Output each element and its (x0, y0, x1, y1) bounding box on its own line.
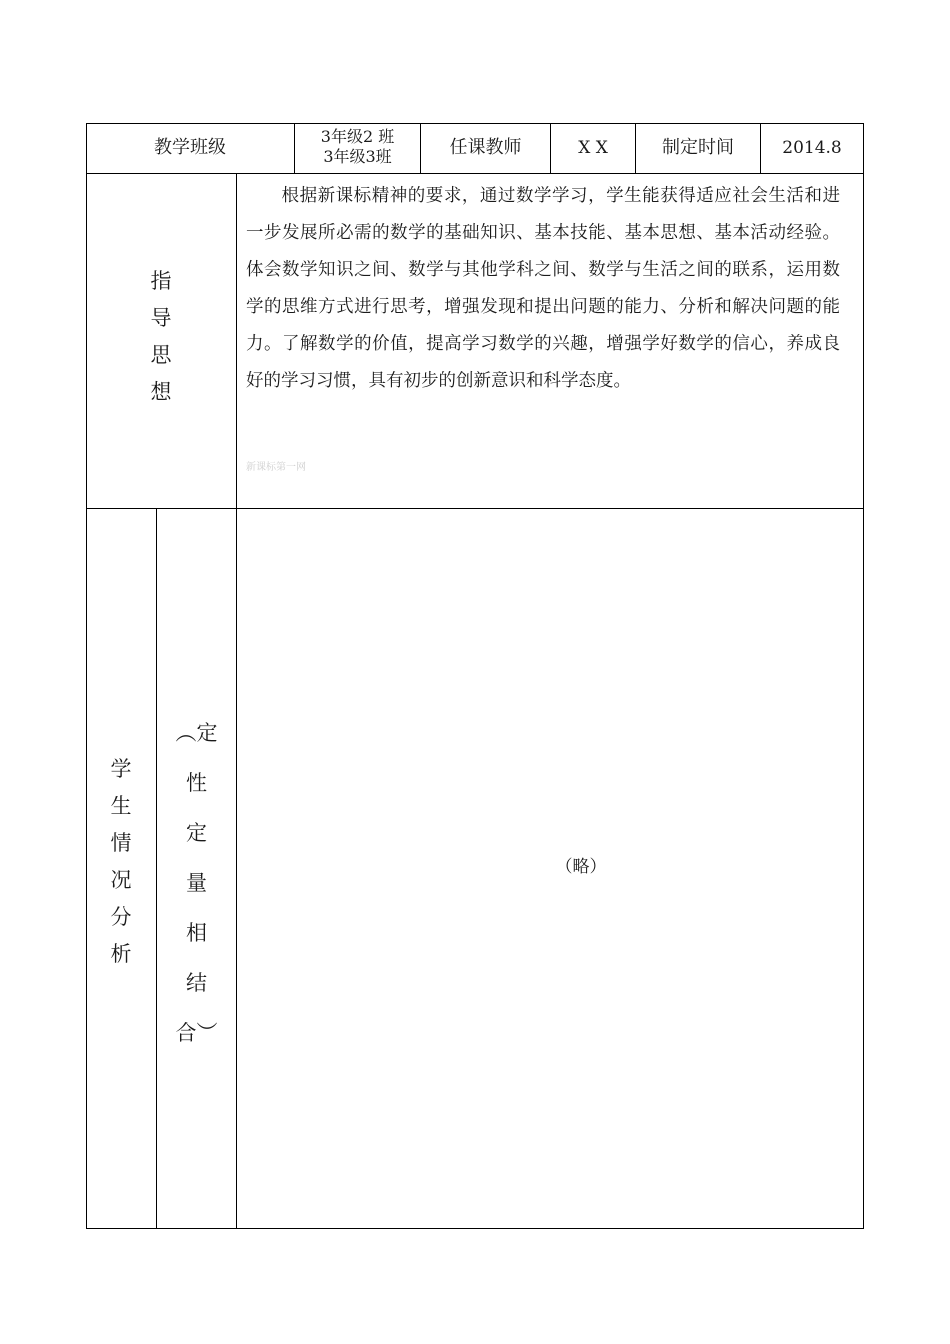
date-value: 2014.8 (782, 138, 842, 158)
plan-table (86, 123, 864, 1229)
class-label: 教学班级 (154, 137, 226, 158)
method-label-char: 性 (186, 771, 207, 795)
class-item: 3年级2 班 (320, 127, 395, 146)
guiding-text-block (246, 178, 840, 400)
guiding-text: 根据新课标精神的要求，通过数学学习，学生能获得适应社会生活和进一步发展所必需的数学的基础知识、基本技能、基本思想、基本活动经验。体会数学知识之间、数学与其他学科之间、数学与生活之间的联系，运用数学的思维方式进行思考，增强发现和提出问题的能力、分析和解决问题的能力。了解数学的价值，提高学习数学的兴趣，增强学好数学的信心，养成良好的学习习惯，具有初步的创新意识和科学态度。 (246, 186, 840, 391)
guiding-label-char: 导 (150, 306, 172, 330)
guiding-label-char: 指 (150, 269, 172, 293)
analysis-label-char: 学 (110, 757, 132, 781)
teacher-label: 任课教师 (449, 137, 522, 158)
analysis-label-char: 况 (110, 868, 132, 892)
method-label (157, 708, 236, 1058)
method-label-char: ︵定 (175, 721, 218, 745)
analysis-label-char: 生 (110, 794, 132, 818)
guiding-label (86, 263, 236, 411)
guiding-label-char: 想 (150, 380, 172, 404)
analysis-content: （略） (555, 857, 607, 877)
class-list (295, 127, 420, 167)
method-label-char: 量 (186, 871, 207, 895)
analysis-label-char: 析 (110, 942, 132, 966)
method-label-char: 定 (186, 821, 207, 845)
method-label-char: 相 (186, 921, 207, 945)
date-label: 制定时间 (662, 137, 734, 158)
method-label-char: 结 (186, 971, 207, 995)
class-item: 3年级3班 (323, 147, 392, 166)
teacher-value: X X (578, 138, 608, 158)
analysis-label-char: 情 (110, 831, 132, 855)
watermark: 新课标第一网 (246, 462, 306, 473)
guiding-label-char: 思 (150, 343, 172, 367)
analysis-label-char: 分 (110, 905, 132, 929)
method-label-char: 合︶ (175, 1021, 218, 1045)
analysis-label (86, 751, 156, 973)
